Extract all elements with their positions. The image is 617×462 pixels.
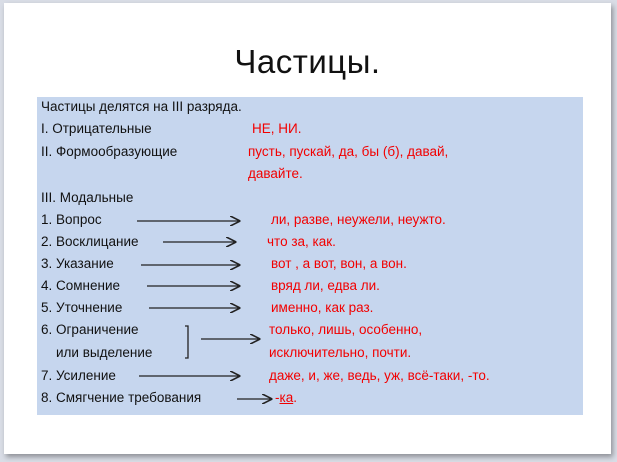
group-modal-label: III. Модальные <box>41 190 134 205</box>
slide-title: Частицы. <box>234 43 381 80</box>
content-box <box>37 97 583 415</box>
item-label-8: 8. Смягчение требования <box>41 390 202 405</box>
item-label-6: 6. Ограничение <box>41 322 139 337</box>
item-label-6b: или выделение <box>41 345 153 360</box>
item-value-8-prefix: - <box>275 390 280 405</box>
item-label-5: 5. Уточнение <box>41 300 123 315</box>
item-label-1: 1. Вопрос <box>41 212 102 227</box>
group-neg-label: I. Отрицательные <box>41 121 152 136</box>
item-label-7: 7. Усиление <box>41 368 116 383</box>
item-value-6: только, лишь, особенно, <box>269 322 423 337</box>
item-value-1: ли, разве, неужели, неужто. <box>271 212 446 227</box>
slide <box>4 3 611 454</box>
item-value-8-underlined: ка <box>279 390 294 405</box>
item-value-8-suffix: . <box>293 390 297 405</box>
item-label-4: 4. Сомнение <box>41 278 121 293</box>
brace-item-6 <box>185 326 188 358</box>
item-label-2: 2. Восклицание <box>41 234 139 249</box>
group-form-value-2: давайте. <box>248 166 303 181</box>
item-value-4: вряд ли, едва ли. <box>271 278 380 293</box>
intro-text: Частицы делятся на III разряда. <box>41 99 242 114</box>
group-form-value-1: пусть, пускай, да, бы (б), давай, <box>248 144 449 159</box>
group-form-label: II. Формообразующие <box>41 144 178 159</box>
item-value-8 <box>275 388 297 408</box>
item-value-2: что за, как. <box>267 234 336 249</box>
item-value-5: именно, как раз. <box>271 300 374 315</box>
group-neg-value: НЕ, НИ. <box>252 121 302 136</box>
item-value-3: вот , а вот, вон, а вон. <box>271 256 407 271</box>
item-label-3: 3. Указание <box>41 256 114 271</box>
item-value-7: даже, и, же, ведь, уж, всё-таки, -то. <box>269 368 490 383</box>
item-value-6b: исключительно, почти. <box>269 345 412 360</box>
